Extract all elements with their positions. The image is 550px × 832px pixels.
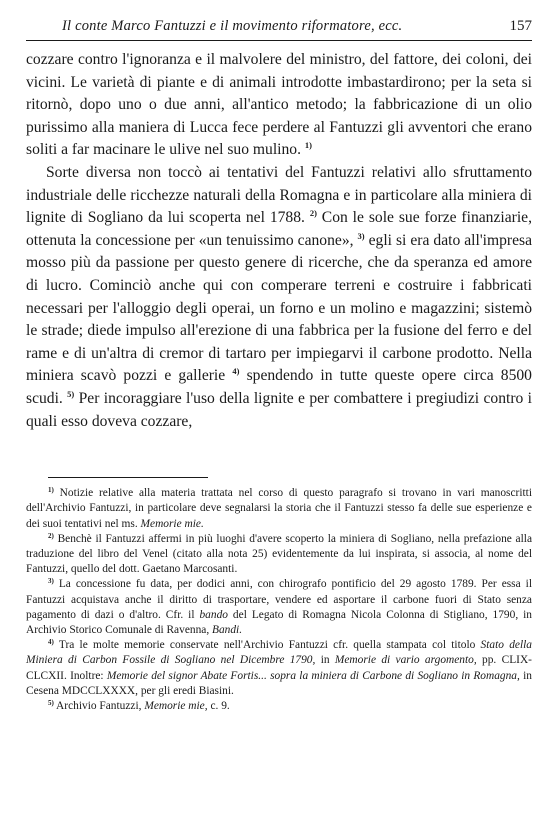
text-run: Con le sole sue forze finanziarie, ottenuta la concessione per «un tenuissimo canone», — [26, 209, 532, 249]
text-run: Notizie relative alla materia trattata nel corso di questo paragrafo si trovano in vari manoscritti dell'Archivio Fantuzzi, in particolare deve segnalarsi la storia che il Fantuzzi stesso fa delle sue esperienze e dei suoi tentativi nel ms. — [26, 487, 532, 530]
text-run: La concessione fu data, per dodici anni, con chirografo pontificio del 29 agosto 1789. Per essa il Fantuzzi acquistava anche il diritto di trasportare, vendere ed asportare il carbone fuori di Stato senza pagamento di dazi o d'altro. Cfr. il — [26, 578, 532, 621]
text-run: Benchè il Fantuzzi affermi in più luoghi d'avere scoperto la miniera di Sogliano, nella prefazione alla traduzione del libro del Venel (citato alla nota 25) evidentemente da lui inspirata, si associa, al nome del Fantuzzi, quello del dott. Gaetano Marcosanti. — [26, 532, 532, 576]
running-header — [26, 14, 532, 41]
note-reference: 3) — [357, 230, 365, 241]
text-run: Tra le molte memorie conservate nell'Archivio Fantuzzi cfr. quella stampata col titolo — [53, 639, 481, 652]
note-reference: 1) — [304, 140, 312, 151]
body-paragraph — [26, 49, 532, 162]
running-title: Il conte Marco Fantuzzi e il movimento riformatore, ecc. — [62, 18, 403, 34]
footnote — [26, 486, 532, 532]
text-run: Sorte diversa non toccò ai tentativi del Fantuzzi relativi allo sfruttamento industriale delle ricchezze naturali della Romagna e in particolare alla miniera di lignite di Sogliano da lui scoperta nel 1788. — [26, 163, 532, 227]
page-number: 157 — [509, 18, 532, 34]
italic-text: Memorie del signor Abate Fortis... sopra la miniera di Carbone di Sogliano in Romagna, — [106, 669, 520, 682]
footnote-separator — [48, 477, 208, 478]
note-reference: 2) — [309, 208, 317, 219]
italic-text: Bandi. — [212, 623, 243, 636]
italic-text: Memorie di vario argomento, — [334, 654, 477, 667]
text-run: c. 9. — [207, 699, 230, 712]
footnotes — [26, 486, 532, 714]
note-reference: 4) — [48, 638, 54, 647]
italic-text: Stato della Miniera di Carbon Fossile di Sogliano nel Dicembre 1790, — [26, 639, 532, 667]
note-reference: 4) — [232, 366, 240, 377]
text-run: Per incoraggiare l'uso della lignite e per combattere i pregiudizi contro i quali esso doveva cozzare, — [26, 389, 532, 430]
footnote — [26, 532, 532, 578]
note-reference: 3) — [48, 577, 54, 586]
text-run: del Legato di Romagna Nicola Colonna di Stigliano, 1790, in Archivio Storico Comunale di Ravenna, — [26, 608, 532, 636]
text-run: pp. CLIX-CLCXII. Inoltre: — [26, 654, 532, 682]
main-text — [26, 49, 532, 433]
note-reference: 5) — [67, 388, 75, 399]
text-run: spendendo in tutte queste opere circa 8500 scudi. — [26, 367, 532, 407]
note-reference: 2) — [48, 531, 54, 540]
footnote — [26, 699, 532, 714]
text-run: in — [315, 654, 335, 667]
italic-text: bando — [199, 608, 228, 621]
italic-text: Memorie mie, — [144, 699, 208, 712]
text-run: Archivio Fantuzzi, — [53, 699, 145, 712]
book-page — [26, 14, 532, 714]
text-run: in Cesena MDCCLXXXX, per gli eredi Biasini. — [26, 669, 532, 697]
text-run: egli si era dato all'impresa mosso più da passione per questo genere di ricerche, che da speranza ed amore di lucro. Cominciò anche qui con comperare terreni e costruire i fabbricati necessari per l'alloggio degli operai, un forno e un molino e magazzini; sistemò le strade; diede impulso all'erezione di una fabbrica per la fusione del ferro e del rame e di un'altra di cremor di tartaro per impiegarvi il carbone prodotto. Nella miniera scavò pozzi e gallerie — [26, 231, 533, 385]
note-reference: 5) — [48, 698, 54, 707]
body-paragraph — [26, 162, 532, 433]
footnote — [26, 638, 532, 699]
footnote — [26, 577, 532, 638]
note-reference: 1) — [48, 486, 54, 495]
italic-text: Memorie mie. — [140, 517, 204, 530]
text-run: cozzare contro l'ignoranza e il malvolere del ministro, del fattore, dei coloni, dei vicini. Le varietà di piante e di animali introdotte imbastardirono; per la seta si ritornò, dopo uno o due anni, all'antico metodo; la fabbricazione di un olio purissimo alla maniera di Lucca fece perdere al Fantuzzi gli avventori che erano soliti a far macinare le ulive nel suo mulino. — [26, 51, 532, 159]
